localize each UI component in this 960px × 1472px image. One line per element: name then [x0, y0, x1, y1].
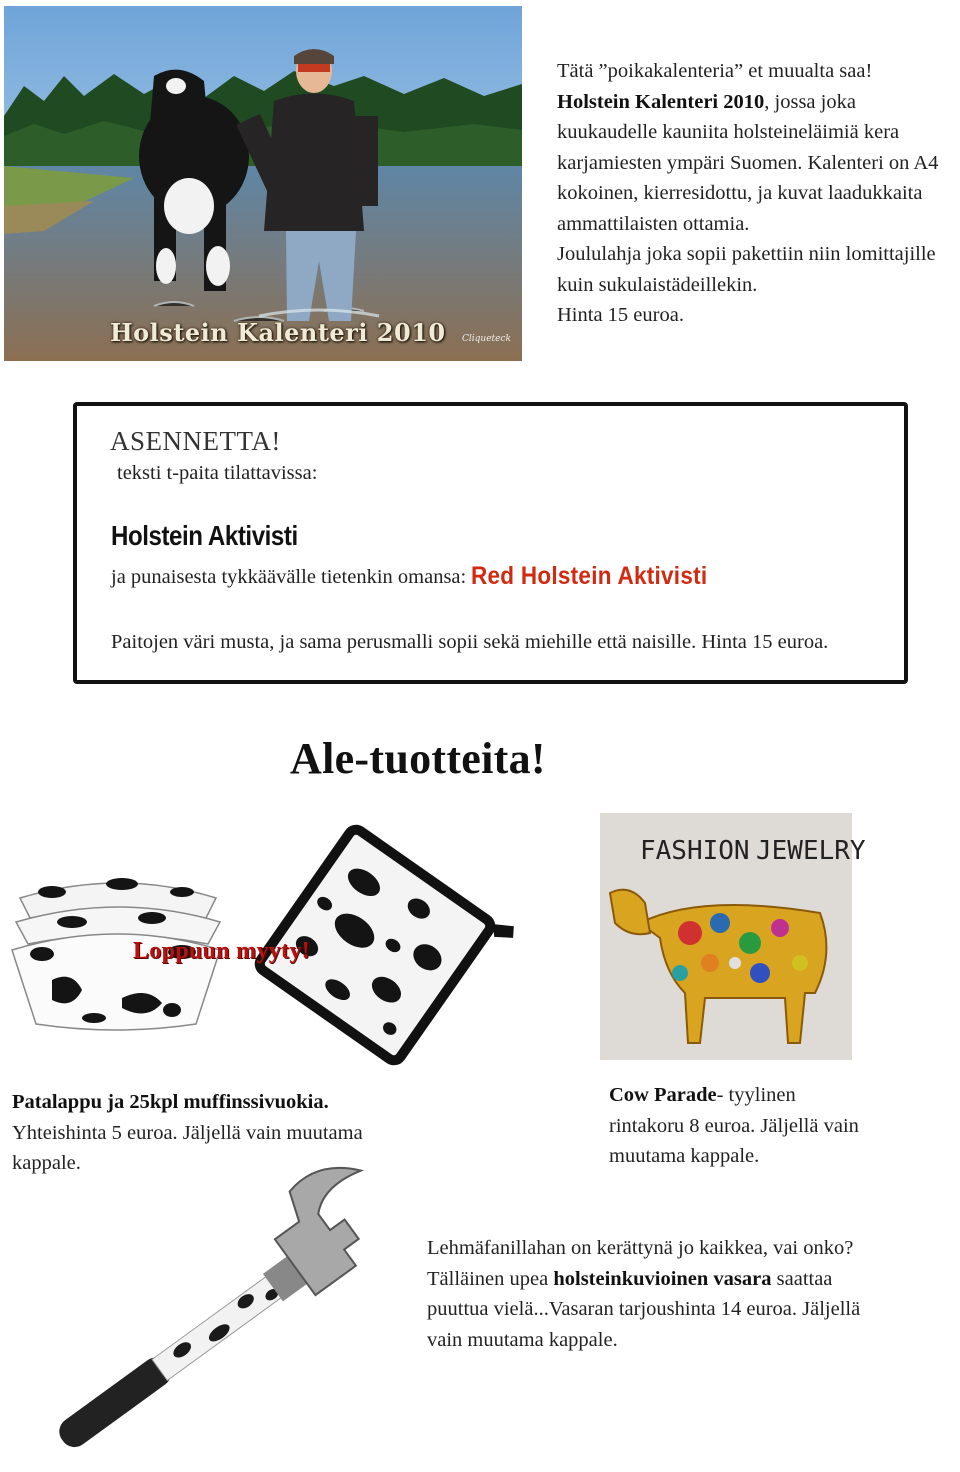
cow-brooch-image: [600, 813, 866, 1060]
hammer-name: holsteinkuvioinen vasara: [553, 1267, 772, 1290]
shirt-warning-heading: ASENNETTA!: [110, 426, 281, 456]
calendar-details: [557, 87, 957, 240]
hammer-text-2: saattaa puuttua vielä...Vasaran tarjoushinta 14 euroa. Jäljellä vain muutama kappale.: [427, 1267, 861, 1351]
calendar-description: [557, 56, 957, 331]
hammer-text-1: Lehmäfanillahan on kerättynä jo kaikkea, vai onko? Tälläinen upea: [427, 1237, 854, 1290]
brooch-title: Cow Parade: [609, 1084, 717, 1106]
potholder-title: Patalappu ja 25kpl muffinssivuokia.: [12, 1091, 329, 1113]
calendar-gift-text: Joululahja joka sopii pakettiin niin lomittajille kuin sukulaistädeillekin.: [557, 243, 936, 296]
potholder-description: [12, 1087, 392, 1179]
shirt-red-prefix: ja punaisesta tykkäävälle tietenkin omansa:: [111, 566, 467, 588]
calendar-title: Holstein Kalenteri 2010: [557, 90, 765, 113]
hammer-art: [18, 1205, 388, 1467]
potholder-price: Yhteishinta 5 euroa. Jäljellä vain muutama kappale.: [12, 1121, 363, 1174]
sale-heading: Ale-tuotteita!: [290, 734, 546, 783]
cow-brooch-art: [600, 813, 866, 1060]
shirt-name-holstein-aktivisti: Holstein Aktivisti: [111, 520, 298, 551]
sold-out-label: Loppuun myyty!: [133, 938, 310, 964]
brooch-description: [609, 1080, 869, 1172]
shirt-name-red-holstein-aktivisti: Red Holstein Aktivisti: [471, 562, 708, 590]
brooch-price: - tyylinen rintakoru 8 euroa. Jäljellä vain muutama kappale.: [609, 1084, 859, 1167]
hammer-image: [18, 1205, 388, 1467]
calendar-photo-caption: Holstein Kalenteri 2010: [110, 318, 446, 347]
tshirt-offer-box: [73, 402, 908, 684]
shirt-red-line: [111, 562, 734, 591]
photographer-signature: Cliqueteck: [462, 334, 511, 344]
calendar-photo: [4, 6, 522, 361]
calendar-price: Hinta 15 euroa.: [557, 304, 684, 326]
calendar-details-text: , jossa joka kuukaudelle kauniita holsteineläimiä kera karjamiesten ympäri Suomen. Kalenteri on A4 kokoinen, kierresidottu, ja kuvat laadukkaita ammattilaisten ottamia.: [557, 90, 939, 235]
jewelry-sign-jewelry: JEWELRY: [756, 836, 866, 866]
calendar-intro: Tätä ”poikakalenteria” et muualta saa!: [557, 60, 873, 82]
jewelry-sign-fashion: FASHION: [640, 836, 750, 866]
hammer-description: [427, 1233, 867, 1355]
shirt-intro: teksti t-paita tilattavissa:: [117, 462, 318, 484]
calendar-photo-art: [4, 6, 522, 361]
shirt-details: Paitojen väri musta, ja sama perusmalli sopii sekä miehille että naisille. Hinta 15 euroa.: [111, 631, 829, 653]
